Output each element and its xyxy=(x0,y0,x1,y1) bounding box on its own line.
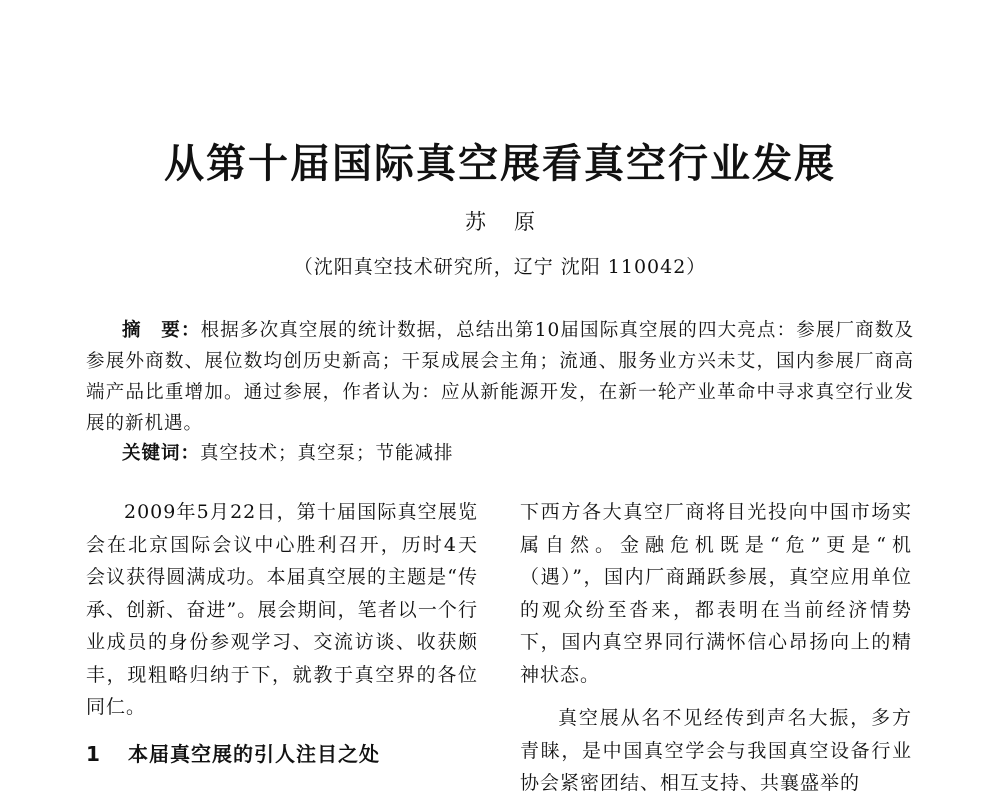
abstract-text: 根据多次真空展的统计数据，总结出第10届国际真空展的四大亮点：参展厂商数及参展外商数、展位数均创历史新高；干泵成展会主角；流通、服务业方兴未艾，国内参展厂商高端产品比重增加。通过参展，作者认为：应从新能源开发，在新一轮产业革命中寻求真空行业发展的新机遇。 xyxy=(86,320,914,434)
abstract xyxy=(86,315,914,439)
section-heading-1 xyxy=(86,738,478,770)
keywords xyxy=(122,440,914,468)
article-title: 从第十届国际真空展看真空行业发展 xyxy=(164,140,836,187)
abstract-label: 摘 要： xyxy=(122,320,201,341)
author-name: 苏原 xyxy=(465,210,563,234)
body-column-left xyxy=(86,496,478,770)
body-column-right xyxy=(520,496,912,800)
keywords-text: 真空技术；真空泵；节能减排 xyxy=(200,443,454,464)
keywords-label: 关键词： xyxy=(122,443,201,464)
body-paragraph-vacuum-expo: 真空展从名不见经传到声名大振，多方青睐，是中国真空学会与我国真空设备行业协会紧密团结、相互支持、共襄盛举的 xyxy=(520,707,912,794)
body-paragraph-continued: 下西方各大真空厂商将目光投向中国市场实属自然。金融危机既是“危”更是“机（遇）”，国内厂商踊跃参展，真空应用单位的观众纷至沓来，都表明在当前经济情势下，国内真空界同行满怀信心昂扬向上的精神状态。 xyxy=(520,501,912,686)
body-paragraph-intro: 2009年5月22日，第十届国际真空展览会在北京国际会议中心胜利召开，历时4天会议获得圆满成功。本届真空展的主题是“传承、创新、奋进”。展会期间，笔者以一个行业成员的身份参观学习、交流访谈、收获颇丰，现粗略归纳于下，就教于真空界的各位同仁。 xyxy=(86,501,478,718)
section-number: 1 xyxy=(86,741,101,766)
author-affiliation: （沈阳真空技术研究所，辽宁 沈阳 110042） xyxy=(293,256,707,278)
section-title: 本届真空展的引人注目之处 xyxy=(128,741,380,766)
